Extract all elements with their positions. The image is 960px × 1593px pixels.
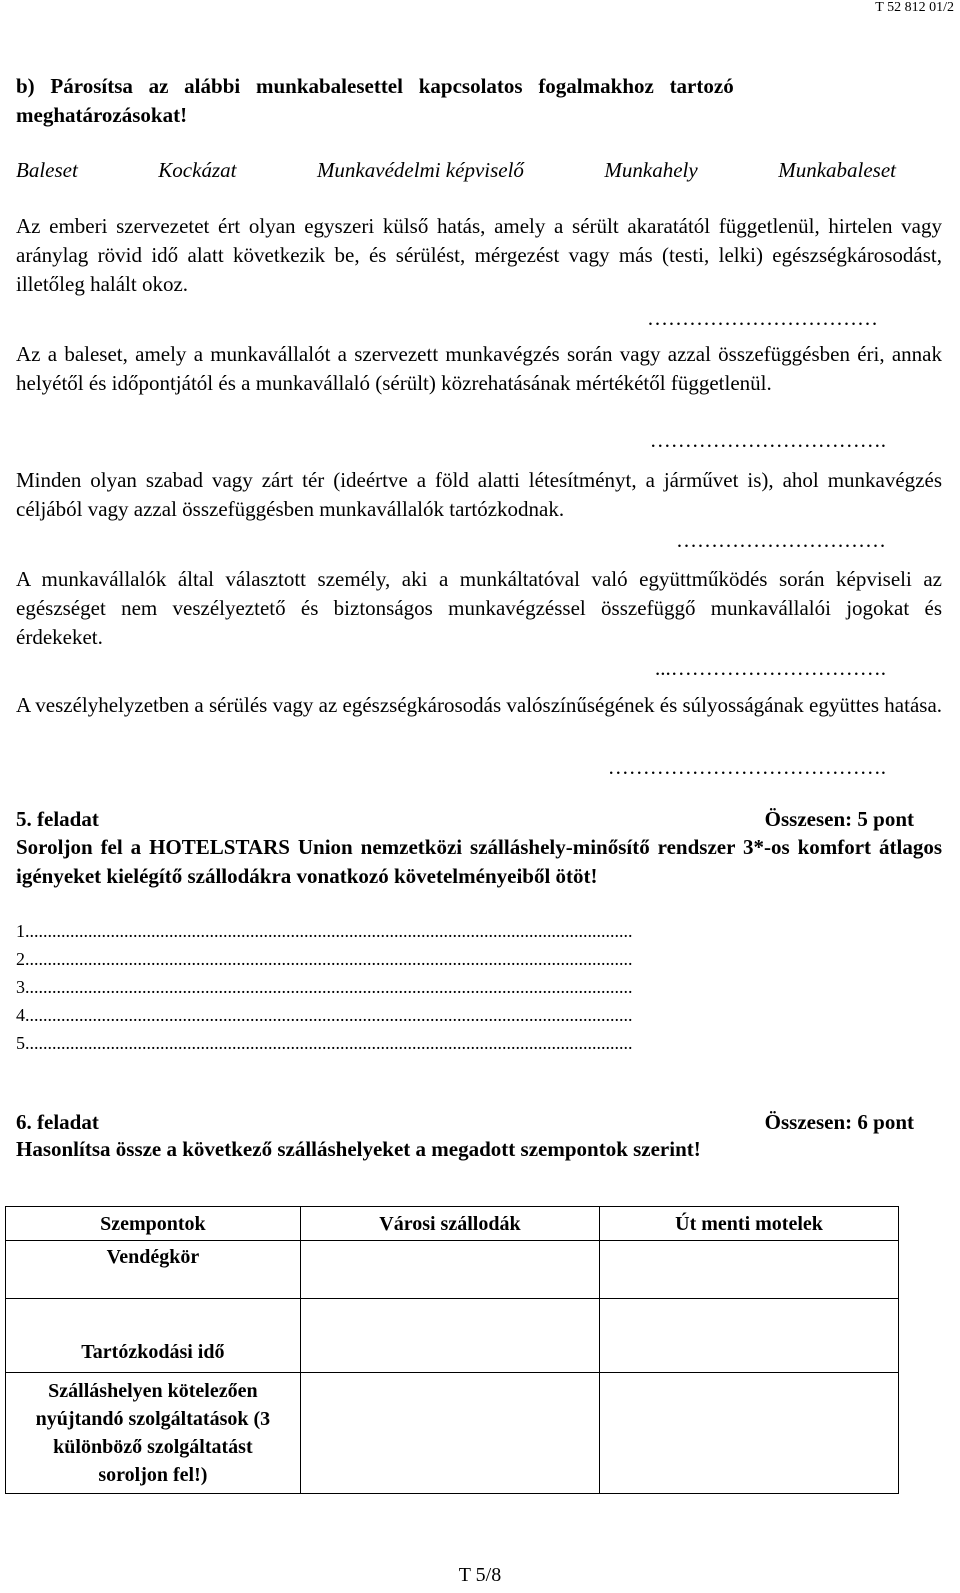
- task5-answer-line[interactable]: 3.......................................................................................................................................: [16, 977, 633, 997]
- term-kockazat: Kockázat: [158, 158, 237, 182]
- task5-points: Összesen: 5 pont: [764, 807, 914, 831]
- table-answer-cell[interactable]: [600, 1241, 899, 1299]
- table-answer-cell[interactable]: [300, 1373, 599, 1494]
- table-criterion-cell: Vendégkör: [6, 1241, 301, 1299]
- terms-list: [16, 156, 896, 185]
- table-criterion-cell: Szálláshelyen kötelezően nyújtandó szolgáltatások (3 különböző szolgáltatást soroljon fel!): [6, 1373, 301, 1494]
- definition-2: Az a baleset, amely a munkavállalót a szervezett munkavégzés során vagy azzal összefüggésben éri, annak helyétől és időpontjától és a munkavállaló (sérült) közrehatásának mértékétől függetlenül.: [16, 342, 942, 395]
- task5-answer-line[interactable]: 1.......................................................................................................................................: [16, 921, 633, 941]
- table-row: [6, 1373, 899, 1494]
- term-munkavedelmi-kepviselo: Munkavédelmi képviselő: [316, 158, 524, 182]
- task5-answer-line[interactable]: 2.......................................................................................................................................: [16, 949, 633, 969]
- answer-line-3[interactable]: …………………………: [676, 528, 886, 552]
- section-b-title-line2: meghatározásokat!: [16, 103, 188, 127]
- definition-3: Minden olyan szabad vagy zárt tér (ideértve a föld alatti létesítményt, a járművet is), ahol munkavégzés céljából vagy azzal összefüggésben munkavállalók tartózkodnak.: [16, 468, 942, 521]
- table-header: Városi szállodák: [300, 1207, 599, 1241]
- term-munkabaleset: Munkabaleset: [778, 158, 896, 182]
- table-answer-cell[interactable]: [300, 1299, 599, 1373]
- table-row: [6, 1241, 899, 1299]
- task6-points: Összesen: 6 pont: [764, 1110, 914, 1134]
- answer-line-5[interactable]: ………………………………….: [607, 755, 886, 779]
- answer-line-1[interactable]: ……………………………: [647, 306, 878, 330]
- task5-answer-list: [16, 917, 916, 1057]
- table-criterion-cell: Tartózkodási idő: [6, 1299, 301, 1373]
- term-munkahely: Munkahely: [604, 158, 698, 182]
- document-code: T 52 812 01/2: [875, 0, 954, 15]
- definition-4: A munkavállalók által választott személy, aki a munkáltatóval való együttműködés során képviseli az egészséget nem veszélyeztető és biztonságos munkavégzéssel összefüggő munkavállalói jogokat és érdekeket.: [16, 567, 942, 649]
- table-header: Út menti motelek: [600, 1207, 899, 1241]
- section-b-title-line1: b) Párosítsa az alábbi munkabalesettel kapcsolatos fogalmakhoz tartozó: [16, 74, 734, 98]
- table-answer-cell[interactable]: [600, 1299, 899, 1373]
- term-baleset: Baleset: [16, 158, 78, 182]
- table-answer-cell[interactable]: [300, 1241, 599, 1299]
- task5-label: 5. feladat: [16, 807, 99, 831]
- table-answer-cell[interactable]: [600, 1373, 899, 1494]
- table-header-row: [6, 1207, 899, 1241]
- task5-answer-line[interactable]: 5.......................................................................................................................................: [16, 1033, 633, 1053]
- task6-label: 6. feladat: [16, 1110, 99, 1134]
- page-number: T 5/8: [458, 1564, 502, 1586]
- table-row: [6, 1299, 899, 1373]
- task5-instruction: Soroljon fel a HOTELSTARS Union nemzetközi szálláshely-minősítő rendszer 3*-os komfort átlagos igényeket kielégítő szállodákra vonatkozó követelményeiből ötöt!: [16, 835, 942, 888]
- definition-1: Az emberi szervezetet ért olyan egyszeri külső hatás, amely a sérült akaratától függetlenül, hirtelen vagy aránylag rövid idő alatt következik be, és sérülést, mérgezést vagy más (testi, lelki) egészségkárosodást, illetőleg halált okoz.: [16, 214, 942, 296]
- answer-line-2[interactable]: …………………………….: [649, 428, 886, 452]
- task5-answer-line[interactable]: 4.......................................................................................................................................: [16, 1005, 633, 1025]
- table-header: Szempontok: [6, 1207, 301, 1241]
- definition-5: A veszélyhelyzetben a sérülés vagy az egészségkárosodás valószínűségének és súlyosságának együttes hatása.: [16, 693, 943, 717]
- comparison-table: [5, 1206, 899, 1494]
- answer-line-4[interactable]: ...………………………….: [655, 656, 886, 680]
- task6-instruction: Hasonlítsa össze a következő szálláshelyeket a megadott szempontok szerint!: [16, 1137, 701, 1161]
